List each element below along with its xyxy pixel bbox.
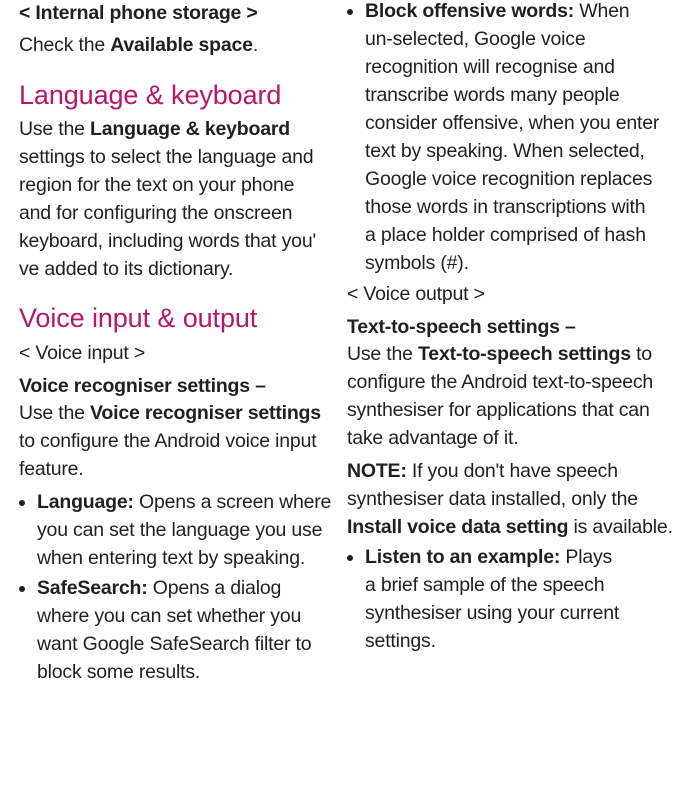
listen-line-3: synthesiser using your current bbox=[365, 602, 620, 624]
lang-line-1 bbox=[19, 115, 316, 143]
note-line-3 bbox=[347, 513, 673, 541]
check-prefix: Check the bbox=[19, 34, 111, 56]
voice-input-nav: < Voice input > bbox=[19, 342, 146, 364]
block-line-3: recognition will recognise and bbox=[365, 56, 615, 78]
block-line-9: a place holder comprised of hash bbox=[365, 224, 646, 246]
safesearch-bullet-line-1-rest: Opens a dialog bbox=[147, 577, 282, 599]
tts-line-4: take advantage of it. bbox=[347, 427, 519, 449]
lang-line-1-prefix: Use the bbox=[19, 118, 91, 140]
safesearch-term: SafeSearch: bbox=[37, 577, 148, 599]
bullet-dot-icon bbox=[19, 500, 25, 506]
block-line-2: un-selected, Google voice bbox=[365, 28, 586, 50]
tts-line-3: synthesiser for applications that can bbox=[347, 399, 650, 421]
available-space-term: Available space bbox=[110, 34, 253, 56]
block-offensive-term: Block offensive words: bbox=[365, 0, 575, 22]
lang-line-6: ve added to its dictionary. bbox=[19, 258, 234, 280]
safesearch-bullet-line-1 bbox=[37, 574, 311, 602]
safesearch-bullet bbox=[19, 574, 311, 686]
block-line-8: those words in transcriptions with bbox=[365, 196, 646, 218]
voice-input-output-heading: Voice input & output bbox=[19, 303, 258, 333]
listen-example-term: Listen to an example: bbox=[365, 546, 561, 568]
recogniser-line-1-prefix: Use the bbox=[19, 402, 91, 424]
safesearch-bullet-line-2: where you can set whether you bbox=[37, 605, 302, 627]
note-label: NOTE: bbox=[347, 460, 407, 482]
language-keyboard-term: Language & keyboard bbox=[90, 118, 290, 140]
block-line-5: consider offensive, when you enter bbox=[365, 112, 660, 134]
block-line-6: text by speaking. When selected, bbox=[365, 140, 645, 162]
install-voice-data-term: Install voice data setting bbox=[347, 516, 569, 538]
block-line-10: symbols (#). bbox=[365, 252, 469, 274]
language-keyboard-heading: Language & keyboard bbox=[19, 80, 282, 110]
tts-title: Text-to-speech settings – bbox=[347, 316, 576, 338]
tts-settings-term: Text-to-speech settings bbox=[418, 343, 631, 365]
lang-line-4: and for configuring the onscreen bbox=[19, 202, 293, 224]
block-offensive-bullet bbox=[347, 0, 659, 277]
block-bullet-line-1 bbox=[365, 0, 659, 25]
check-space-text bbox=[19, 31, 258, 59]
voice-recogniser-paragraph bbox=[19, 399, 321, 483]
voice-recogniser-term: Voice recogniser settings bbox=[90, 402, 321, 424]
language-bullet-line-1-rest: Opens a screen where bbox=[133, 491, 332, 513]
recogniser-line-2: to configure the Android voice input bbox=[19, 430, 317, 452]
language-bullet bbox=[19, 488, 331, 572]
listen-example-bullet bbox=[347, 543, 619, 655]
tts-paragraph bbox=[347, 340, 653, 452]
voice-recogniser-title: Voice recogniser settings – bbox=[19, 375, 266, 397]
note-paragraph bbox=[347, 457, 673, 541]
listen-line-4: settings. bbox=[365, 630, 436, 652]
lang-line-3: region for the text on your phone bbox=[19, 174, 295, 196]
tts-line-1-prefix: Use the bbox=[347, 343, 419, 365]
tts-line-1 bbox=[347, 340, 653, 368]
listen-bullet-line-1 bbox=[365, 543, 619, 571]
note-line-2: synthesiser data installed, only the bbox=[347, 488, 638, 510]
recogniser-line-1 bbox=[19, 399, 321, 427]
language-keyboard-paragraph bbox=[19, 115, 316, 283]
tts-line-2: configure the Android text-to-speech bbox=[347, 371, 654, 393]
safesearch-bullet-line-4: block some results. bbox=[37, 661, 201, 683]
bullet-dot-icon bbox=[19, 586, 25, 592]
voice-output-nav: < Voice output > bbox=[347, 283, 485, 305]
note-line-1-rest: If you don't have speech bbox=[406, 460, 618, 482]
listen-line-2: a brief sample of the speech bbox=[365, 574, 605, 596]
check-suffix: . bbox=[252, 34, 259, 56]
lang-line-2: settings to select the language and bbox=[19, 146, 314, 168]
note-line-1 bbox=[347, 457, 673, 485]
tts-line-1-suffix: to bbox=[630, 343, 652, 365]
recogniser-line-3: feature. bbox=[19, 458, 84, 480]
bullet-dot-icon bbox=[347, 9, 353, 15]
safesearch-bullet-line-3: want Google SafeSearch filter to bbox=[37, 633, 312, 655]
language-bullet-line-2: you can set the language you use bbox=[37, 519, 323, 541]
bullet-dot-icon bbox=[347, 555, 353, 561]
language-bullet-line-3: when entering text by speaking. bbox=[37, 547, 306, 569]
block-line-4: transcribe words many people bbox=[365, 84, 620, 106]
note-line-3-rest: is available. bbox=[568, 516, 673, 538]
listen-bullet-line-1-rest: Plays bbox=[560, 546, 613, 568]
lang-line-5: keyboard, including words that you' bbox=[19, 230, 316, 252]
block-bullet-line-1-rest: When bbox=[574, 0, 630, 22]
language-bullet-line-1 bbox=[37, 488, 331, 516]
language-term: Language: bbox=[37, 491, 134, 513]
block-line-7: Google voice recognition replaces bbox=[365, 168, 653, 190]
internal-storage-nav: < Internal phone storage > bbox=[19, 2, 258, 24]
